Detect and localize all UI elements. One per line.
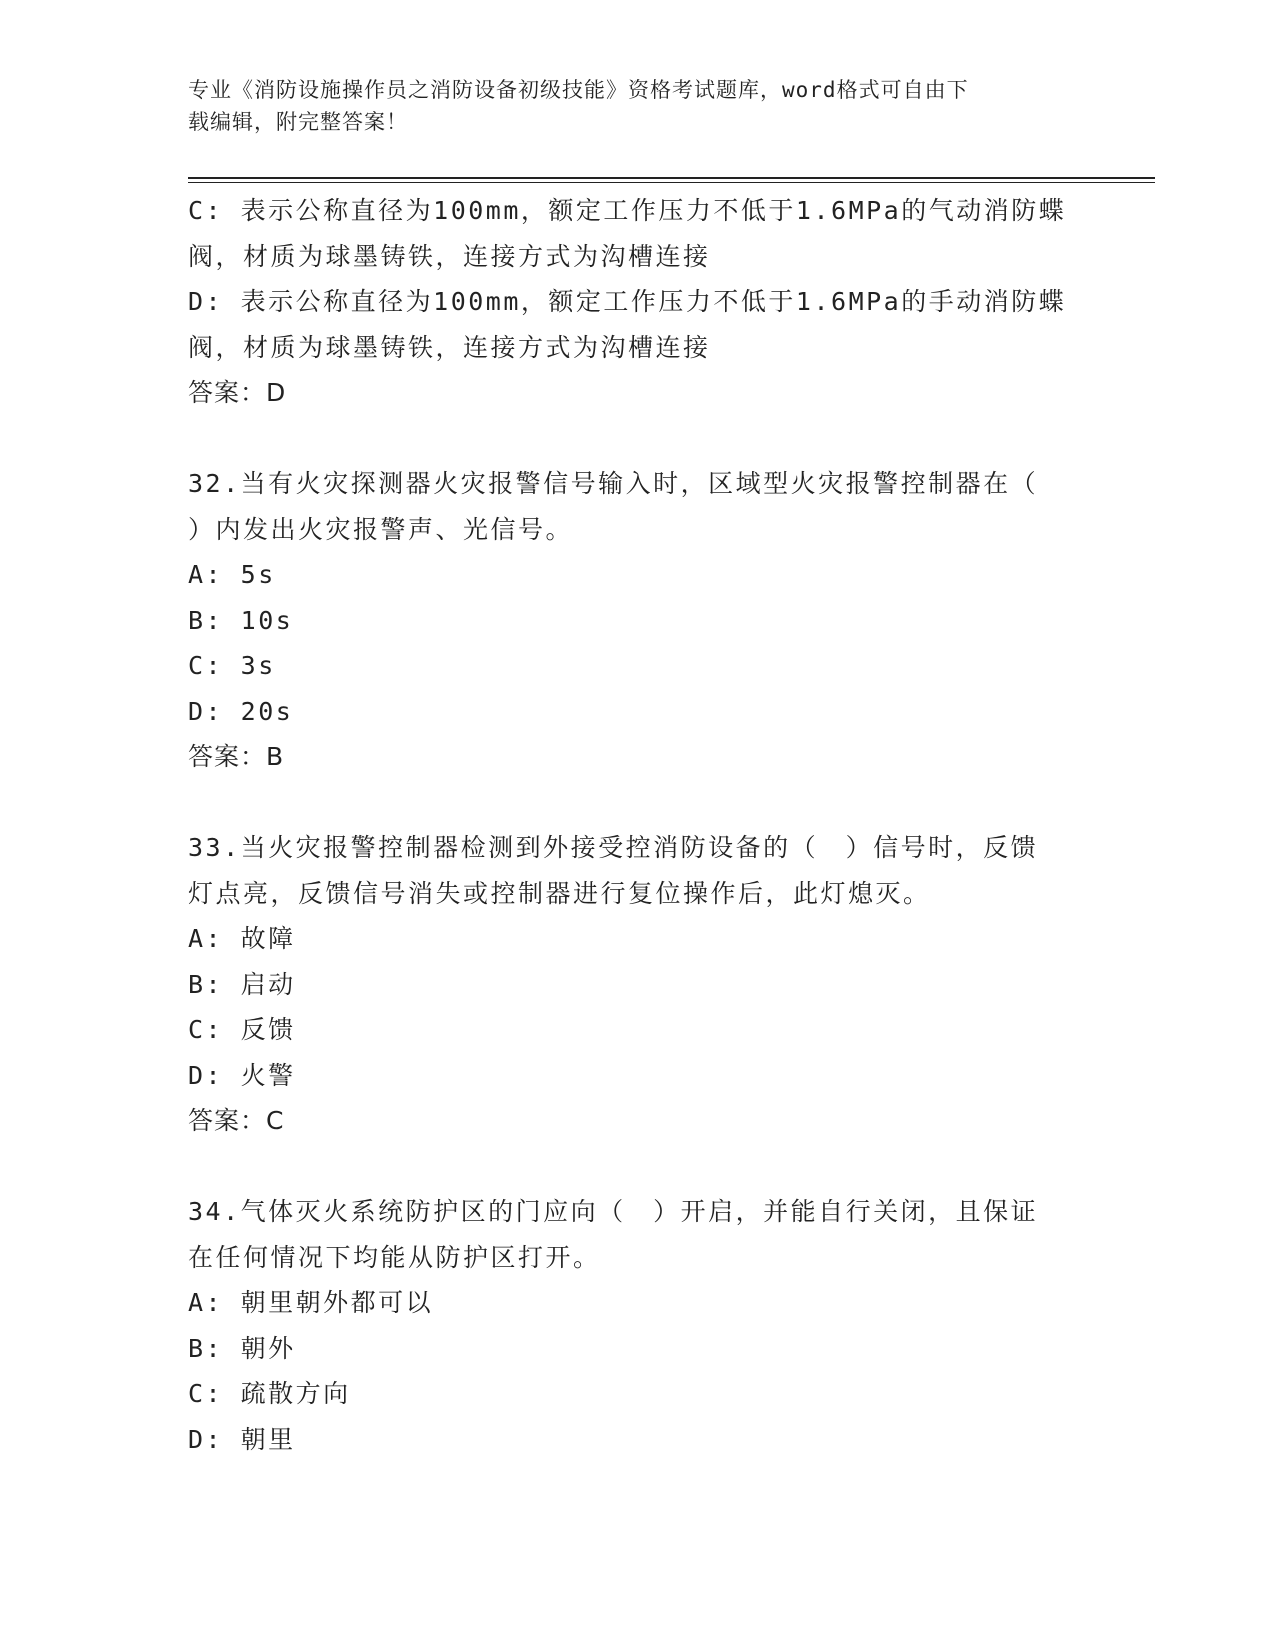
question-text-continued: 灯点亮，反馈信号消失或控制器进行复位操作后，此灯熄灭。 bbox=[188, 878, 931, 908]
option-a: A: 朝里朝外都可以 bbox=[188, 1288, 434, 1317]
question-33 bbox=[188, 825, 1088, 1144]
option-a: A: 5s bbox=[188, 560, 276, 589]
option-d: D: 20s bbox=[188, 696, 294, 726]
option-d: D: 朝里 bbox=[188, 1424, 296, 1454]
option-c: C: 疏散方向 bbox=[188, 1379, 351, 1408]
option-c: C: 反馈 bbox=[188, 1015, 296, 1044]
header-divider-thin bbox=[188, 182, 1155, 183]
question-text: 32.当有火灾探测器火灾报警信号输入时，区域型火灾报警控制器在（ bbox=[188, 469, 1039, 498]
option-b: B: 10s bbox=[188, 605, 294, 635]
answer-line: 答案：B bbox=[188, 742, 285, 771]
option-d: D: 火警 bbox=[188, 1060, 296, 1090]
option-b: B: 启动 bbox=[188, 969, 296, 999]
question-list bbox=[188, 188, 1088, 1462]
document-header bbox=[188, 74, 1088, 138]
question-text-continued: 在任何情况下均能从防护区打开。 bbox=[188, 1242, 601, 1272]
header-line-2: 载编辑，附完整答案！ bbox=[188, 110, 408, 134]
question-31 bbox=[188, 188, 1088, 416]
option-d: D: 表示公称直径为100mm，额定工作压力不低于1.6MPa的手动消防蝶 bbox=[188, 287, 1067, 316]
question-34 bbox=[188, 1189, 1088, 1462]
header-divider-thick bbox=[188, 177, 1155, 179]
answer-line: 答案：D bbox=[188, 378, 287, 407]
question-32 bbox=[188, 461, 1088, 780]
option-b: B: 朝外 bbox=[188, 1333, 296, 1363]
option-c: C: 3s bbox=[188, 651, 276, 680]
question-text-continued: ）内发出火灾报警声、光信号。 bbox=[188, 514, 574, 544]
header-line-1: 专业《消防设施操作员之消防设备初级技能》资格考试题库，word格式可自由下 bbox=[188, 78, 969, 102]
spacer bbox=[188, 780, 1088, 826]
question-text: 33.当火灾报警控制器检测到外接受控消防设备的（ ）信号时，反馈 bbox=[188, 833, 1039, 862]
spacer bbox=[188, 1144, 1088, 1190]
option-a: A: 故障 bbox=[188, 924, 296, 953]
option-d-continued: 阀，材质为球墨铸铁，连接方式为沟槽连接 bbox=[188, 332, 711, 362]
option-c: C: 表示公称直径为100mm，额定工作压力不低于1.6MPa的气动消防蝶 bbox=[188, 196, 1067, 225]
answer-line: 答案：C bbox=[188, 1106, 285, 1135]
question-text: 34.气体灭火系统防护区的门应向（ ）开启，并能自行关闭，且保证 bbox=[188, 1197, 1039, 1226]
spacer bbox=[188, 416, 1088, 462]
option-c-continued: 阀，材质为球墨铸铁，连接方式为沟槽连接 bbox=[188, 241, 711, 271]
